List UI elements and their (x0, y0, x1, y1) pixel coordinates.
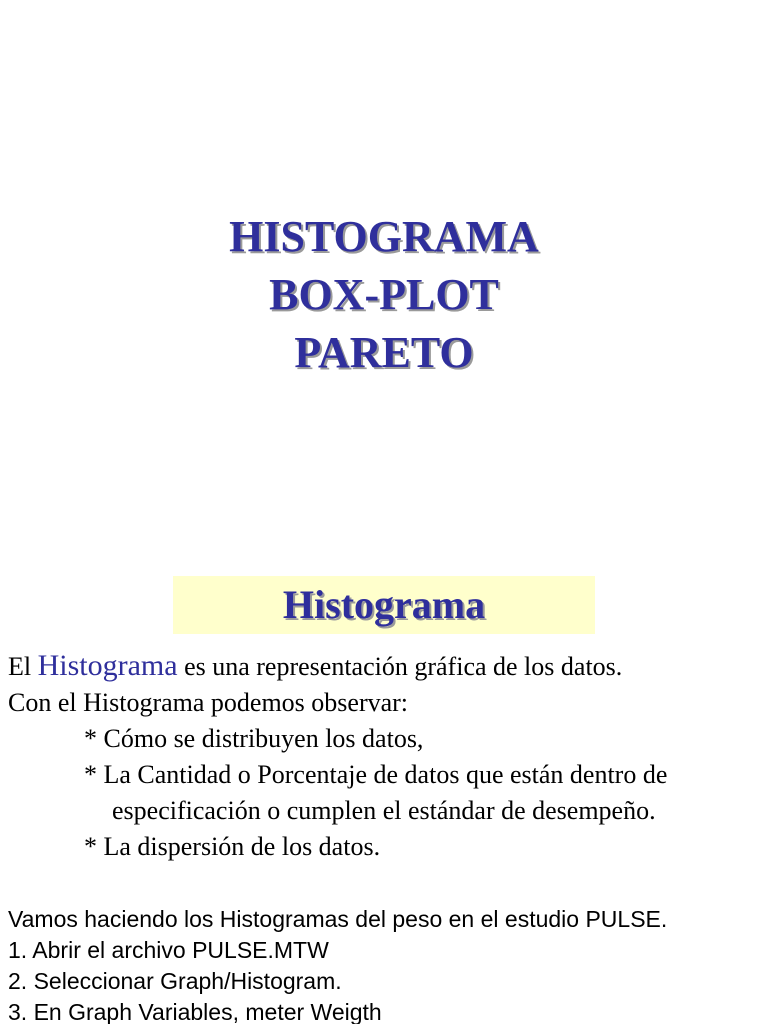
steps-list (8, 904, 764, 1024)
bullet-quantity: * La Cantidad o Porcentaje de datos que están dentro de (84, 760, 668, 789)
p1-highlight-term: Histograma (37, 649, 178, 682)
step-item-3: 3. En Graph Variables, meter Weigth (8, 999, 382, 1024)
p1-prefix: El (8, 652, 38, 681)
body-paragraph (8, 648, 764, 865)
bullet-dispersion: * La dispersión de los datos. (84, 832, 381, 861)
title-line-pareto: PARETO (294, 328, 474, 377)
paragraph-line-1 (8, 648, 764, 685)
title-line-box-plot: BOX-PLOT (269, 270, 499, 319)
step-item-1: 1. Abrir el archivo PULSE.MTW (8, 937, 329, 963)
bullet-quantity-continued: especificación o cumplen el estándar de desempeño. (112, 796, 656, 825)
p1-suffix: es una representación gráfica de los datos. (177, 652, 623, 681)
step-item-2: 2. Seleccionar Graph/Histogram. (8, 968, 342, 994)
title-line-histograma: HISTOGRAMA (229, 212, 539, 261)
section-heading-box (173, 576, 595, 634)
paragraph-line-2: Con el Histograma podemos observar: (8, 688, 409, 717)
bullet-distribution: * Cómo se distribuyen los datos, (84, 724, 424, 753)
steps-intro: Vamos haciendo los Histogramas del peso en el estudio PULSE. (8, 906, 668, 932)
title-block (0, 208, 768, 382)
section-heading: Histograma (282, 582, 486, 627)
